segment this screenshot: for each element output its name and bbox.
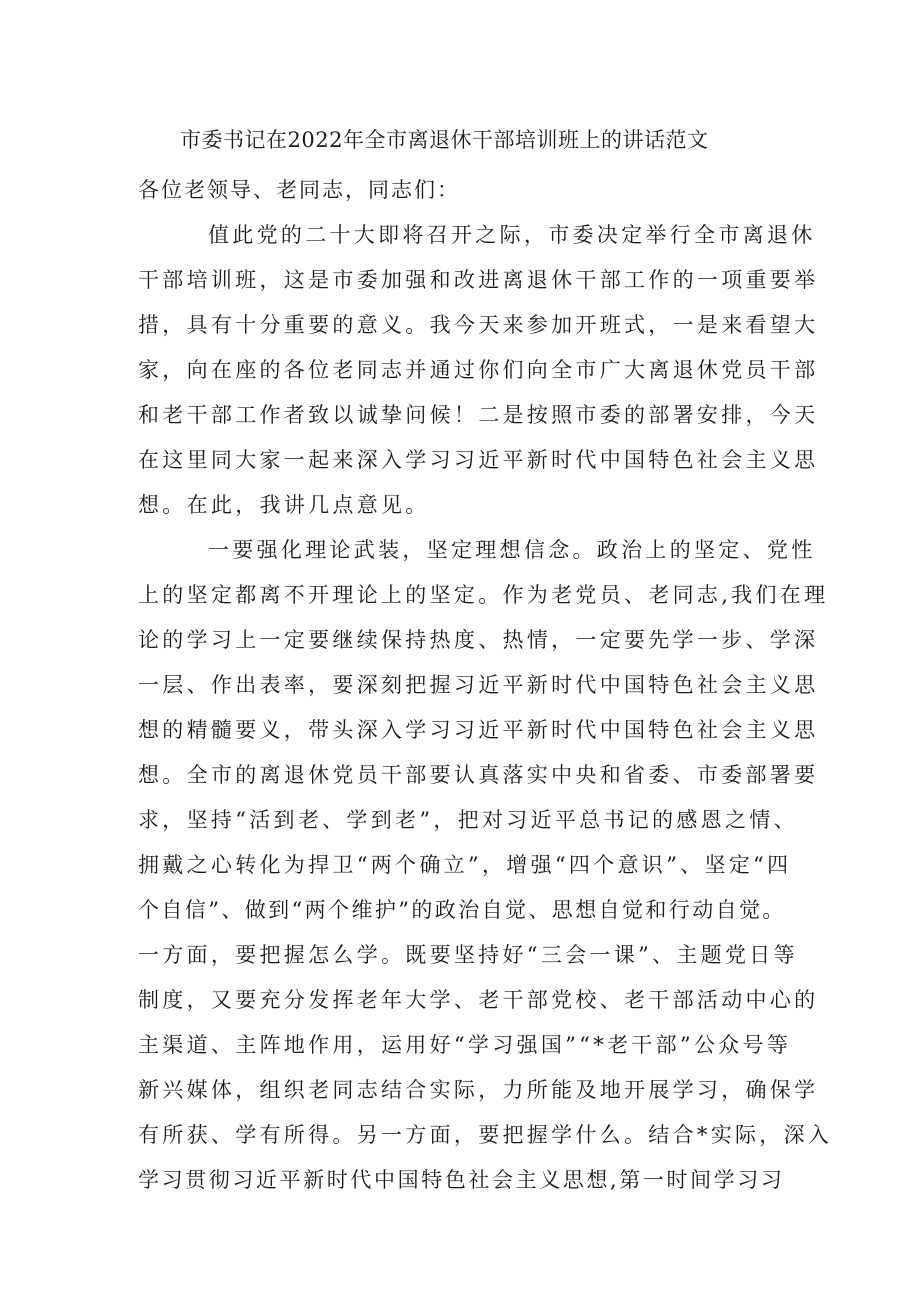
paragraph-line: 措，具有十分重要的意义。我今天来参加开班式，一是来看望大 [138,313,819,337]
paragraph-line: 一要强化理论武装，坚定理想信念。政治上的坚定、党性 [208,538,816,562]
paragraph-line: 求，坚持“活到老、学到老”，把对习近平总书记的感恩之情、 [138,808,798,832]
salutation: 各位老领导、老同志，同志们： [138,178,460,202]
paragraph-line: 一层、作出表率，要深刻把握习近平新时代中国特色社会主义思 [138,673,819,697]
paragraph-line: 干部培训班，这是市委加强和改进离退休干部工作的一项重要举 [138,268,819,292]
paragraph-line: 和老干部工作者致以诚挚问候！二是按照市委的部署安排，今天 [138,403,819,427]
paragraph-line: 想。在此，我讲几点意见。 [138,493,430,517]
paragraph-line: 学习贯彻习近平新时代中国特色社会主义思想,第一时间学习习 [138,1168,785,1192]
paragraph-line: 值此党的二十大即将召开之际，市委决定举行全市离退休 [208,223,816,247]
paragraph-line: 想的精髓要义，带头深入学习习近平新时代中国特色社会主义思 [138,718,819,742]
paragraph-line: 家，向在座的各位老同志并通过你们向全市广大离退休党员干部 [138,358,819,382]
paragraph-line: 有所获、学有所得。另一方面，要把握学什么。结合*实际，深入 [138,1123,833,1147]
paragraph-line: 主渠道、主阵地作用，运用好“学习强国”“*老干部”公众号等 [138,1033,792,1057]
paragraph-line: 在这里同大家一起来深入学习习近平新时代中国特色社会主义思 [138,448,819,472]
paragraph-line: 一方面，要把握怎么学。既要坚持好“三会一课”、主题党日等 [138,943,798,967]
paragraph-line: 个自信”、做到“两个维护”的政治自觉、思想自觉和行动自觉。 [138,898,786,922]
paragraph-line: 想。全市的离退休党员干部要认真落实中央和省委、市委部署要 [138,763,819,787]
paragraph-line: 新兴媒体，组织老同志结合实际，力所能及地开展学习，确保学 [138,1078,819,1102]
document-title: 市委书记在2022年全市离退休干部培训班上的讲话范文 [180,128,709,152]
paragraph-line: 上的坚定都离不开理论上的坚定。作为老党员、老同志,我们在理 [138,583,829,607]
paragraph-line: 论的学习上一定要继续保持热度、热情，一定要先学一步、学深 [138,628,819,652]
paragraph-line: 制度，又要充分发挥老年大学、老干部党校、老干部活动中心的 [138,988,819,1012]
paragraph-line: 拥戴之心转化为捍卫“两个确立”，增强“四个意识”、坚定“四 [138,853,792,877]
